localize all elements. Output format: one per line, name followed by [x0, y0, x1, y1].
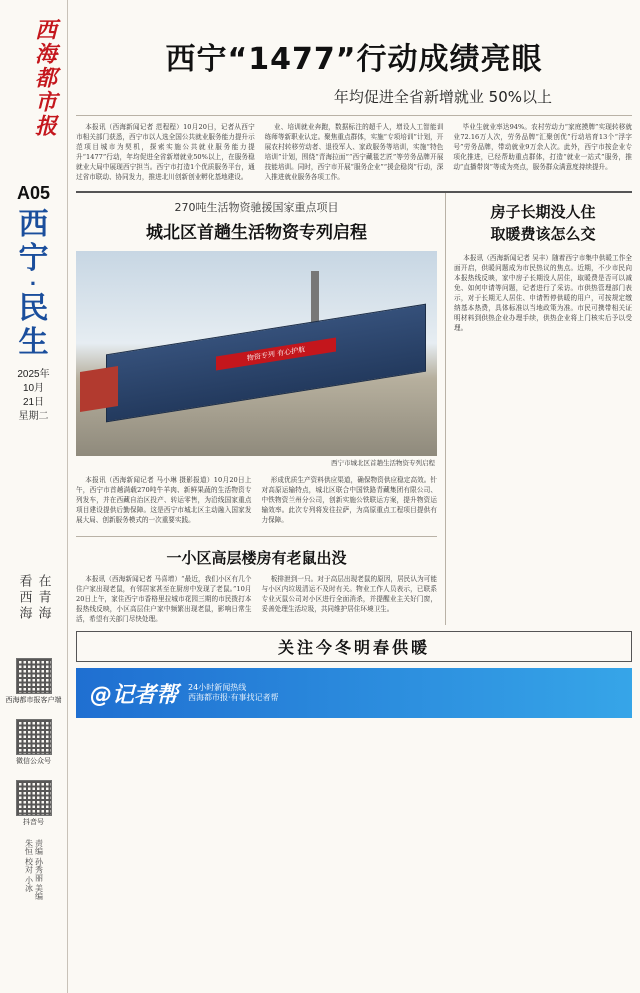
feature-column-1: [76, 475, 252, 526]
page-sidebar: [0, 0, 68, 993]
qr-code-icon[interactable]: [16, 658, 52, 694]
divider: [76, 115, 632, 116]
lead-column-2: [265, 122, 444, 183]
lead-text-1: 本报讯（西海新闻记者 范程程）10月20日，记者从西宁市相关部门获悉，西宁市以人选全国公共就业服务能力提升示范项目城市为契机，探索实施公共就业服务能力提升“1477”行动，年均促进全省新增就业50%以上，在服务稳就业大局中展现西宁担当。西宁市打造1个优质服务平台，通过省市联动、协同发力，推进北川创新创业孵化基地建设。: [76, 123, 255, 181]
section-name-bottom: 民生: [18, 292, 49, 359]
issue-year: 2025年: [17, 369, 50, 380]
qr-code-icon[interactable]: [16, 719, 52, 755]
feature-photo: [76, 251, 437, 456]
section-name: [14, 208, 54, 360]
story3-headline: [454, 201, 632, 245]
train-container-shape: [106, 304, 426, 423]
story3-text-1: 本报讯（西海新闻记者 吴丰）随着西宁市集中供暖工作全面开启，供暖问题成为市民热议的焦点。近期，不少市民向本报热线反映，家中房子长期没人居住，取暖费是否可以减免、如何申请等问题，记者进行了采访。市供热管理部门表示，对于长期无人居住、申请暂停供暖的用户，可按规定缴纳基本热费，具体标准以当地政策为准。市民可携带相关证明材料到供热企业办理手续，供热企业将上门核实后予以受理。: [454, 254, 632, 332]
story3-block: [446, 193, 632, 625]
lead-column-3: [453, 122, 632, 183]
feature-article: [76, 475, 437, 526]
issue-month: 10月: [22, 383, 45, 394]
feature-text-2: 形成优质生产资料供应渠道，确保物资供应稳定高效。针对高原运输特点，城北区联合中国铁路青藏集团有限公司、中铁物资兰州分公司，创新实施公铁联运方案，提升物资运输效率。此次专列将发往拉萨，为高原重点工程项目提供有力保障。: [261, 476, 437, 524]
qr-label-douyin: 抖音号: [23, 819, 44, 826]
lead-column-1: [76, 122, 255, 183]
story2-article: [76, 574, 437, 625]
story2-column-1: [76, 574, 252, 625]
issue-day: 21日: [22, 397, 45, 408]
issue-date: [0, 368, 67, 424]
advert-banner[interactable]: [76, 668, 632, 718]
page-main: [76, 0, 632, 993]
locomotive-shape: [80, 366, 118, 412]
train-banner: 物资专列 有心护航: [216, 337, 336, 370]
issue-weekday: 星期二: [18, 411, 49, 422]
qr-label-app: 西海都市报客户端: [5, 697, 62, 704]
middle-section: [76, 191, 632, 625]
newspaper-masthead-logo: 西海都市报: [31, 18, 58, 138]
lead-article: [76, 122, 632, 183]
sidebar-slogan: 在青海 看西海: [16, 574, 51, 622]
footer-slogan: 关注今冬明春供暖: [76, 631, 632, 662]
story2-text-1: 本报讯（西海新闻记者 马喜增）“最近，我们小区有几个住户家出现老鼠，有邻居家甚至在厨房中发现了老鼠。”10月20日上午，家住西宁市香格里拉城市花园三期的市民拨打本报热线反映，小区高层住户家中频繁出现老鼠，影响日常生活，希望有关部门尽快处理。: [76, 575, 252, 623]
photo-caption: 西宁市城北区首趟生活物资专列启程: [331, 459, 435, 467]
feature-text-1: 本报讯（西海新闻记者 马小琳 摄影报道）10月20日上午，西宁市首趟满载270吨牛羊肉、新鲜果蔬的生活物资专列发车，并在西藏自治区投产、转运零售，为沿线国家重点项目建设提供后勤保障。这是西宁市城北区主动融入国家发展大局、创新服务模式的一次重要实践。: [76, 476, 252, 524]
story2-column-2: [262, 574, 438, 625]
editor-credits: 责编 孙秀丽 美编 朱恒 校对 小冰: [24, 839, 44, 901]
feature-column-2: [262, 475, 438, 526]
qr-code-icon[interactable]: [16, 780, 52, 816]
feature-kicker: 270吨生活物资驰援国家重点项目: [174, 201, 339, 214]
feature-headline: 城北区首趟生活物资专列启程: [146, 223, 367, 243]
qr-label-wechat: 微信公众号: [16, 758, 51, 765]
section-name-top: 西宁: [18, 208, 49, 275]
feature-block: [76, 193, 446, 625]
lead-text-2: 业、培训就业奔跑，数据标注的超千人，增设人工智能训练师等新职业认定。聚焦重点群体，实施“专项培训”计划，开展农村转移劳动者、退役军人、家政服务等培训，实施“特色培训”计划，围绕“青海拉面”“西宁藏毯艺匠”等劳务品牌开展技能培训。同时，西宁市开展“服务企业”“援企稳岗”行动，深入推进就业服务各项工作。: [264, 123, 444, 181]
ad-brand: @记者帮: [90, 682, 179, 708]
ad-line-2: 西海都市报·有事找记者帮: [188, 693, 279, 702]
lead-headline: 西宁“1477”行动成绩亮眼: [165, 42, 543, 77]
section-name-dot: ·: [29, 271, 38, 296]
ad-text: [188, 683, 279, 703]
story3-headline-line-2: 取暖费该怎么交: [490, 225, 596, 243]
story2-text-2: 板排泄到一只。对于高层出现老鼠的原因，居民认为可能与小区内垃圾清运不及时有关。物业工作人员表示，已联系专业灭鼠公司对小区进行全面消杀，并提醒业主关好门窗，妥善处理生活垃圾，共同维护居住环境卫生。: [261, 575, 437, 613]
lead-subhead: 年均促进全省新增就业 50%以上: [333, 88, 552, 106]
story3-headline-line-1: 房子长期没人住: [490, 203, 596, 221]
page-number: A05: [16, 183, 51, 203]
story3-column: [454, 253, 632, 333]
lead-text-3: 毕业生就业率达94%。农村劳动力“家庭摸牌”实现转移就业72.16万人次，劳务品牌“汇聚创优”行动培育13个“浮字号”劳务品牌，带动就业9万余人次。此外，西宁市按企业专项化推进，已经帮助重点群体，打造“就业一站式”服务，推动“直播带岗”等成为亮点，服务群众满意度持续提升。: [453, 123, 633, 171]
story2-headline: 一小区高层楼房有老鼠出没: [76, 536, 437, 568]
ad-line-1: 24小时新闻热线: [188, 683, 247, 692]
